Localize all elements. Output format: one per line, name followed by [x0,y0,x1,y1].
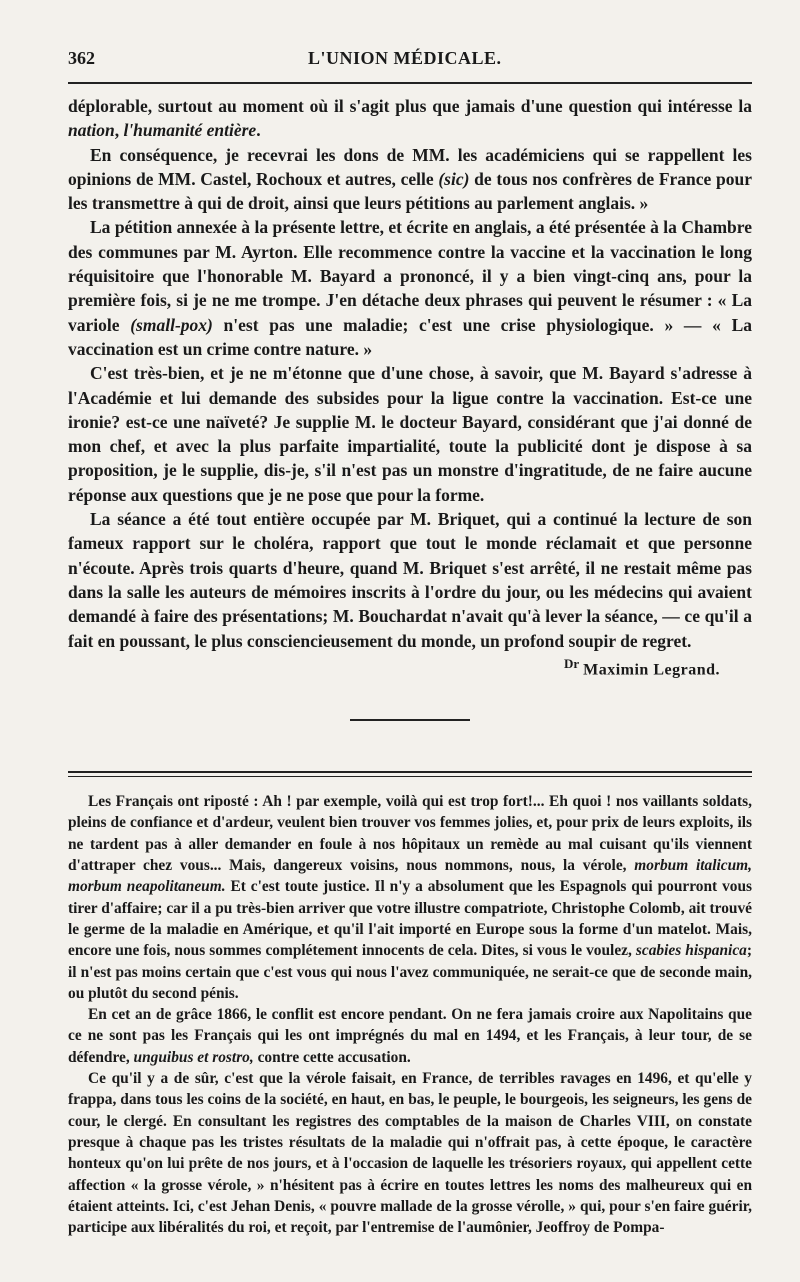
section-rule [350,719,470,721]
paragraph [68,791,752,1004]
italic-text: scabies hispanica [635,942,747,960]
text-run: n'est pas une maladie; c'est une crise physiologique. » — « La vaccination est un crime contre nature. » [68,314,752,359]
text-run: contre cette accusation. [253,1048,411,1066]
article-body [68,94,752,653]
feuilleton-rule-thin [68,776,752,777]
paragraph [68,361,752,507]
text-run: Les Français ont riposté : Ah ! par exemple, voilà qui est trop fort!... Eh quoi ! nos vaillants soldats, pleins de confiance et d'ardeur, veulent bien trouver vos femmes jolies, et, pour prix de leurs exploits, ils ne tardent pas à aller demander en foule à nos hôpitaux un remède au mal cuisant qu'ils viennent d'attraper chez vous... Mais, dangereux voisins, nous nommons, nous, la vérole, [68,793,752,875]
paragraph [68,1004,752,1068]
paragraph [68,507,752,653]
italic-text: unguibus et rostro, [133,1048,254,1066]
text-run: , [114,120,124,141]
header-rule [68,82,752,84]
paragraph [68,215,752,361]
feuilleton-text [68,791,752,1238]
italic-text: (sic) [438,168,470,189]
feuilleton-rule [68,771,752,773]
paragraph [68,1068,752,1238]
text-run: déplorable, surtout au moment où il s'agit plus que jamais d'une question qui intéresse la [68,96,752,116]
journal-title: L'UNION MÉDICALE. [308,48,502,68]
italic-text: morbum italicum, morbum neapolitaneum. [68,857,752,896]
italic-text: l'humanité entière [123,120,257,141]
italic-text: (small-pox) [130,314,213,335]
page-number: 362 [68,48,95,68]
text-run: En conséquence, je recevrai les dons de MM. les académiciens qui se rappellent les opinions de MM. Castel, Rochoux et autres, celle [68,144,752,189]
author-signature [68,653,752,681]
text-run: ; il n'est pas moins certain que c'est vous qui nous l'avez communiquée, ne serait-ce que de seconde main, ou plutôt du second pénis. [68,942,752,1002]
text-run: C'est très-bien, et je ne m'étonne que d'une chose, à savoir, que M. Bayard s'adresse à l'Académie et lui demande des subsides pour la ligue contre la vaccination. Est-ce une ironie? est-ce une naïveté? Je supplie M. le docteur Bayard, considérant que j'ai donné de mon chef, et avec la plus parfaite impartialité, toute la publicité dont je dispose à sa proposition, je le supplie, dis-je, s'il n'est pas un monstre d'ingratitude, de ne faire aucune réponse aux questions que je ne pose que pour la forme. [68,363,752,505]
text-run: Ce qu'il y a de sûr, c'est que la vérole faisait, en France, de terribles ravages en 1496, et qu'elle y frappa, dans tous les coins de la société, en haut, en bas, le peuple, le bourgeois, les seigneurs, les gens de cour, le clergé. En consultant les registres des comptables de la maison de Charles VIII, on constate presque à chaque pas les tristes résultats de la maladie qui n'offrait pas, à cette époque, le caractère honteux qu'on lui prête de nos jours, et à l'occasion de laquelle les trésoriers royaux, qui appellent cette affection « la grosse vérole, » n'hésitent pas à écrire en toutes lettres les noms des malheureux qui en étaient atteints. Ici, c'est Jehan Denis, « pouvre mallade de la grosse vérolle, » qui, pour s'en faire guérir, participe aux libéralités du roi, et reçoit, par l'entremise de l'aumônier, Jeoffroy de Pompa- [68,1070,752,1237]
text-run: de tous nos confrères de France pour les transmettre à qui de droit, ainsi que leurs pétitions au parlement anglais. » [68,168,752,214]
paragraph [68,94,752,143]
text-run: La séance a été tout entière occupée par M. Briquet, qui a continué la lecture de son fameux rapport sur le choléra, rapport que tout le monde réclamait et que personne n'écoute. Après trois quarts d'heure, quand M. Briquet s'est arrêté, il ne restait même pas dans la salle les auteurs de mémoires inscrits à l'ordre du jour, ou les médecins qui avaient demandé à faire des présentations; M. Bouchardat n'avait qu'à lever la séance, — ce qu'il a fait en poussant, le plus consciencieusement du monde, un profond soupir de regret. [68,509,752,651]
italic-text: nation [68,120,115,141]
paragraph [68,143,752,216]
text-run: Et c'est toute justice. Il n'y a absolument que les Espagnols qui pourront vous tirer d'affaire; car il a pu très-bien arriver que votre illustre compatriote, Christophe Colomb, ait trouvé le germe de la maladie en Amérique, et qu'il l'ait importé en Europe sous la forme d'un matelot. Mais, encore une fois, nous sommes complétement innocents de cela. Dites, si vous le voulez, [68,878,753,960]
text-run: En cet an de grâce 1866, le conflit est encore pendant. On ne fera jamais croire aux Napolitains que ce ne sont pas les Français qui les ont imprégnés du mal en 1494, et les Français, à leur tour, de se défendre, [68,1006,752,1066]
signature-prefix: Dr [563,655,580,671]
signature-name: Maximin Legrand. [583,661,720,679]
page-header [68,48,752,78]
text-run: . [256,120,261,141]
text-run: La pétition annexée à la présente lettre, et écrite en anglais, a été présentée à la Chambre des communes par M. Ayrton. Elle recommence contre la vaccine et la vaccination le long réquisitoire que l'honorable M. Bayard a prononcé, il y a bien vingt-cinq ans, pour la première fois, si je ne me trompe. J'en détache deux phrases qui peuvent le résumer : « La variole [68,217,752,335]
